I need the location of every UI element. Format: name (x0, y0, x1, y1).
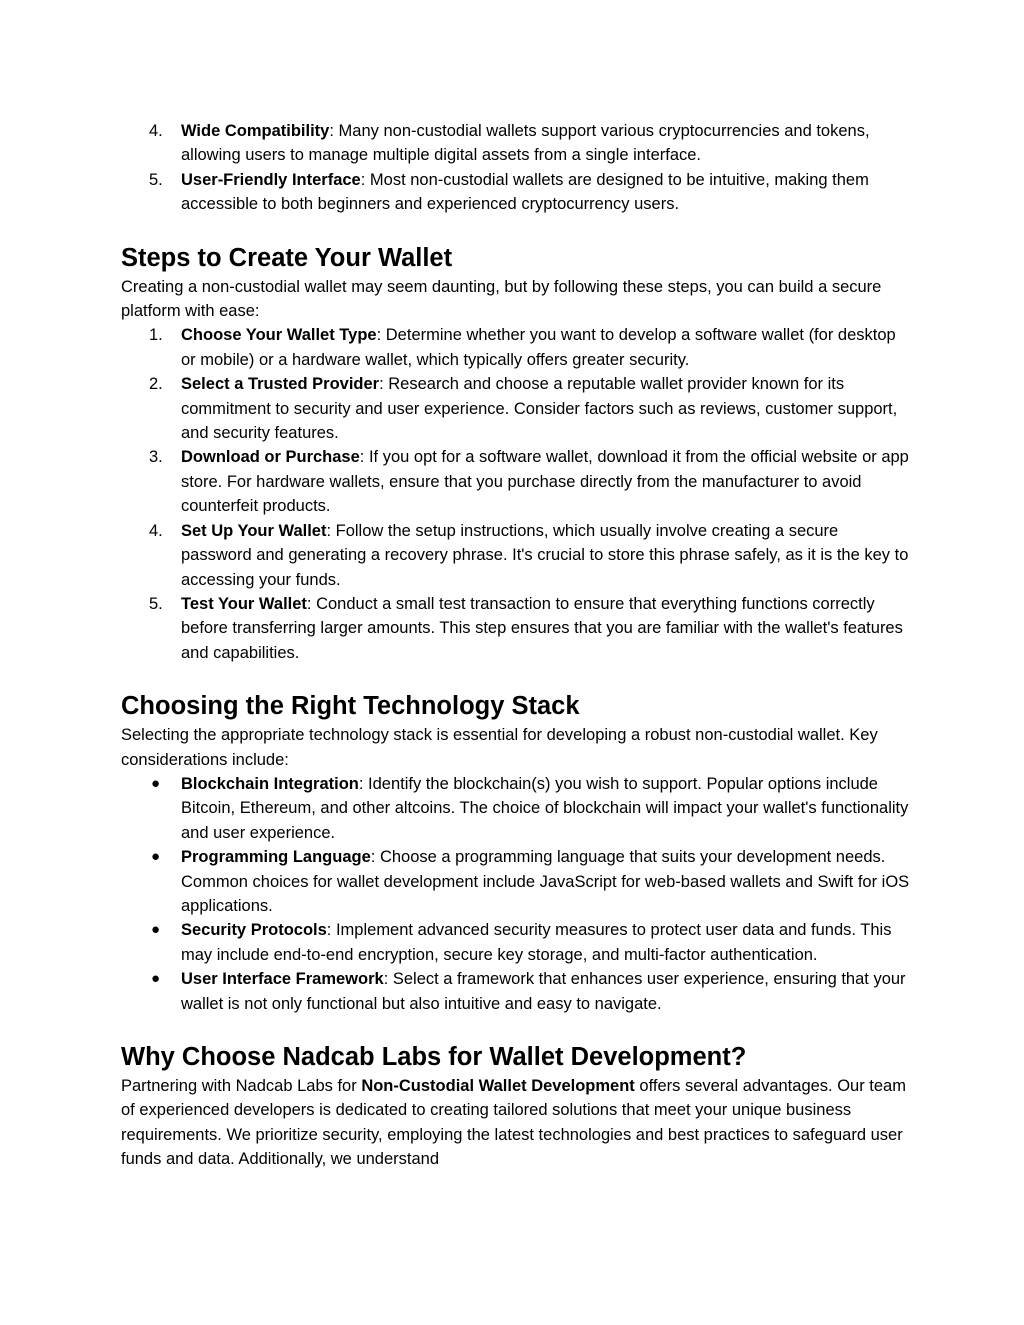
list-number: 4. (149, 521, 163, 540)
list-number: 3. (149, 448, 163, 467)
item-text: : Determine whether you want to develop a software wallet (for desktop or mobile) or a hardware wallet, which typically offers greater security. (181, 326, 896, 369)
tech-list (121, 772, 911, 1016)
list-number: 5. (149, 594, 163, 613)
item-text: : Conduct a small test transaction to ensure that everything functions correctly before transferring larger amounts. This step ensures that you are familiar with the wallet's features and capabilities. (181, 594, 903, 662)
item-term: User Interface Framework (181, 970, 384, 989)
why-text-after: offers several advantages. Our team of experienced developers is dedicated to creating tailored solutions that meet your unique business requirements. We prioritize security, employing the latest technologies and best practices to safeguard user funds and data. Additionally, we understand (121, 1077, 906, 1169)
item-text: : Many non-custodial wallets support various cryptocurrencies and tokens, allowing users to manage multiple digital assets from a single interface. (181, 122, 870, 165)
section-heading-steps: Steps to Create Your Wallet (121, 243, 453, 272)
section-intro-tech: Selecting the appropriate technology stack is essential for developing a robust non-custodial wallet. Key considerations include: (121, 726, 878, 769)
item-text: : Research and choose a reputable wallet provider known for its commitment to security and user experience. Consider factors such as reviews, customer support, and security features. (181, 375, 898, 443)
list-item (121, 967, 911, 1016)
item-term: Wide Compatibility (181, 122, 330, 140)
item-term: Security Protocols (181, 921, 327, 940)
bullet-icon: ● (151, 774, 161, 792)
benefits-list (121, 119, 911, 217)
item-text: : Select a framework that enhances user experience, ensuring that your wallet is not only functional but also intuitive and easy to navigate. (181, 970, 906, 1013)
item-term: User-Friendly Interface (181, 170, 361, 189)
list-item (121, 372, 911, 445)
item-text: : Implement advanced security measures to protect user data and funds. This may include end-to-end encryption, secure key storage, and multi-factor authentication. (181, 921, 892, 964)
bullet-icon: ● (151, 970, 161, 988)
item-term: Blockchain Integration (181, 774, 359, 793)
list-number: 5. (149, 170, 163, 189)
document-content (121, 119, 911, 1172)
item-text: : If you opt for a software wallet, download it from the official website or app store. For hardware wallets, ensure that you purchase directly from the manufacturer to avoid counterfeit products. (181, 448, 909, 516)
item-term: Set Up Your Wallet (181, 521, 327, 540)
section-heading-tech: Choosing the Right Technology Stack (121, 692, 580, 721)
list-number: 4. (149, 122, 163, 140)
list-number: 2. (149, 375, 163, 394)
bullet-icon: ● (151, 848, 161, 866)
item-term: Programming Language (181, 848, 371, 867)
list-item (121, 445, 911, 518)
item-term: Choose Your Wallet Type (181, 326, 377, 345)
list-item (121, 168, 911, 217)
section-body-why (121, 1074, 911, 1172)
list-item (121, 323, 911, 372)
section-heading-why: Why Choose Nadcab Labs for Wallet Development? (121, 1043, 747, 1071)
item-text: : Choose a programming language that suits your development needs. Common choices for wallet development include JavaScript for web-based wallets and Swift for iOS applications. (181, 848, 910, 915)
item-term: Test Your Wallet (181, 594, 307, 613)
list-item (121, 519, 911, 592)
list-item (121, 918, 911, 967)
item-term: Select a Trusted Provider (181, 375, 380, 394)
why-bold-phrase: Non-Custodial Wallet Development (361, 1077, 635, 1095)
steps-list (121, 323, 911, 665)
item-text: : Identify the blockchain(s) you wish to support. Popular options include Bitcoin, Ethereum, and other altcoins. The choice of blockchain will impact your wallet's functionality and user experience. (181, 774, 909, 842)
list-item (121, 772, 911, 845)
item-text: : Follow the setup instructions, which usually involve creating a secure password and generating a recovery phrase. It's crucial to store this phrase safely, as it is the key to accessing your funds. (181, 521, 909, 589)
list-number: 1. (149, 326, 163, 345)
why-text-before: Partnering with Nadcab Labs for (121, 1077, 362, 1095)
list-item (121, 845, 911, 918)
bullet-icon: ● (151, 921, 161, 939)
list-item (121, 592, 911, 665)
item-text: : Most non-custodial wallets are designed to be intuitive, making them accessible to both beginners and experienced cryptocurrency users. (181, 170, 869, 214)
item-term: Download or Purchase (181, 448, 360, 467)
list-item (121, 119, 911, 168)
section-intro-steps: Creating a non-custodial wallet may seem daunting, but by following these steps, you can build a secure platform with ease: (121, 277, 882, 321)
